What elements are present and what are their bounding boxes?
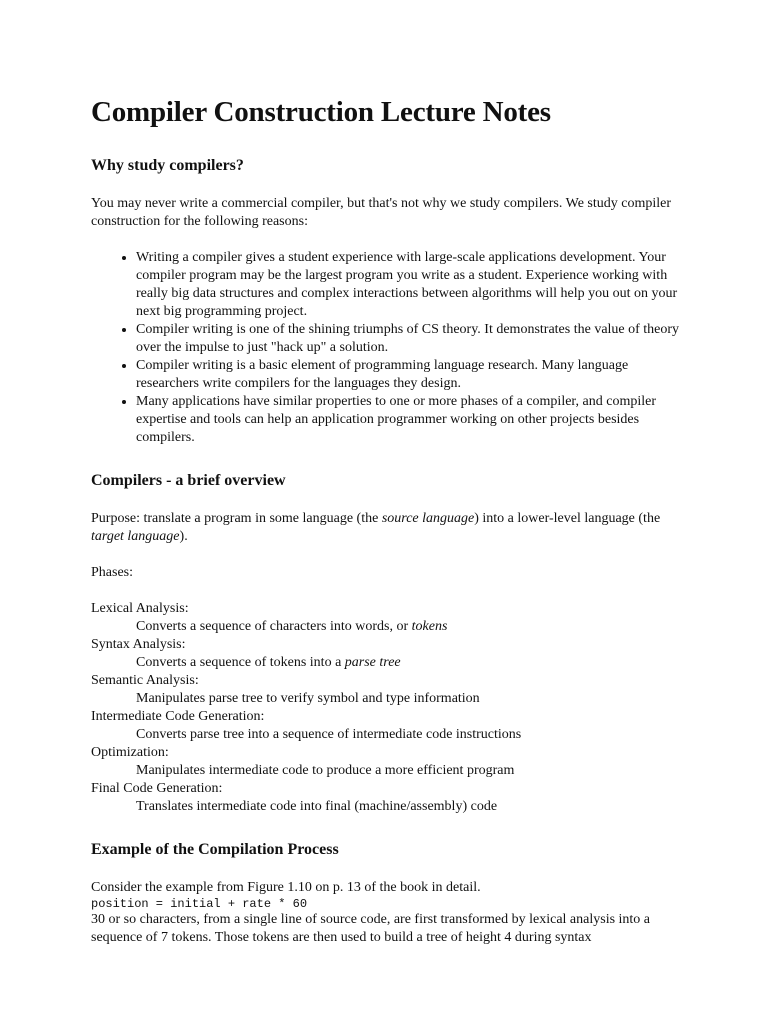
phase-description: Manipulates intermediate code to produce a more efficient program [136, 763, 515, 778]
purpose-paragraph: Purpose: translate a program in some language (the source language) into a lower-level language (the target language). [91, 511, 661, 544]
target-language-term: target language [91, 529, 180, 544]
list-item: • Compiler writing is one of the shining triumphs of CS theory. It demonstrates the value of theory over the impulse to just "hack up" a solution. [136, 321, 691, 357]
source-language-term: source language [381, 511, 475, 526]
phase-name: Lexical Analysis: [91, 601, 189, 616]
list-item: • Compiler writing is a basic element of programming language research. Many language researchers write compilers for the languages they design. [136, 357, 691, 393]
example-intro-paragraph: Consider the example from Figure 1.10 on p. 13 of the book in detail. [91, 880, 481, 895]
phase-description: Converts a sequence of characters into words, or tokens [136, 619, 448, 634]
document-page [91, 92, 691, 947]
section-heading-overview: Compilers - a brief overview [91, 472, 286, 489]
phase-description: Translates intermediate code into final (machine/assembly) code [136, 799, 498, 814]
phase-name: Syntax Analysis: [91, 637, 186, 652]
phase-description: Manipulates parse tree to verify symbol and type information [136, 691, 480, 706]
phase-name: Intermediate Code Generation: [91, 709, 265, 724]
why-intro-paragraph: You may never write a commercial compiler, but that's not why we study compilers. We study compiler construction for the following reasons: [91, 196, 672, 229]
section-heading-example: Example of the Compilation Process [91, 841, 339, 858]
page-title: Compiler Construction Lecture Notes [91, 96, 551, 128]
phase-name: Final Code Generation: [91, 781, 223, 796]
list-item: • Many applications have similar properties to one or more phases of a compiler, and compiler expertise and tools can help an application programmer working on other projects besides compilers. [136, 393, 691, 447]
code-sample: position = initial + rate * 60 [91, 897, 308, 911]
list-item: • Writing a compiler gives a student experience with large-scale applications development. Your compiler program may be the largest program you write as a student. Experience working with really big data structures and complex interactions between algorithms will help you out on your next big programming project. [136, 249, 691, 321]
phase-name: Semantic Analysis: [91, 673, 199, 688]
example-body-paragraph: 30 or so characters, from a single line of source code, are first transformed by lexical analysis into a sequence of 7 tokens. Those tokens are then used to build a tree of height 4 during syntax [91, 912, 651, 945]
section-heading-why: Why study compilers? [91, 157, 244, 174]
phase-name: Optimization: [91, 745, 169, 760]
phases-label: Phases: [91, 565, 133, 580]
reasons-list [91, 249, 691, 447]
phases-list [91, 600, 691, 816]
phase-description: Converts a sequence of tokens into a parse tree [136, 655, 401, 670]
phase-description: Converts parse tree into a sequence of intermediate code instructions [136, 727, 522, 742]
